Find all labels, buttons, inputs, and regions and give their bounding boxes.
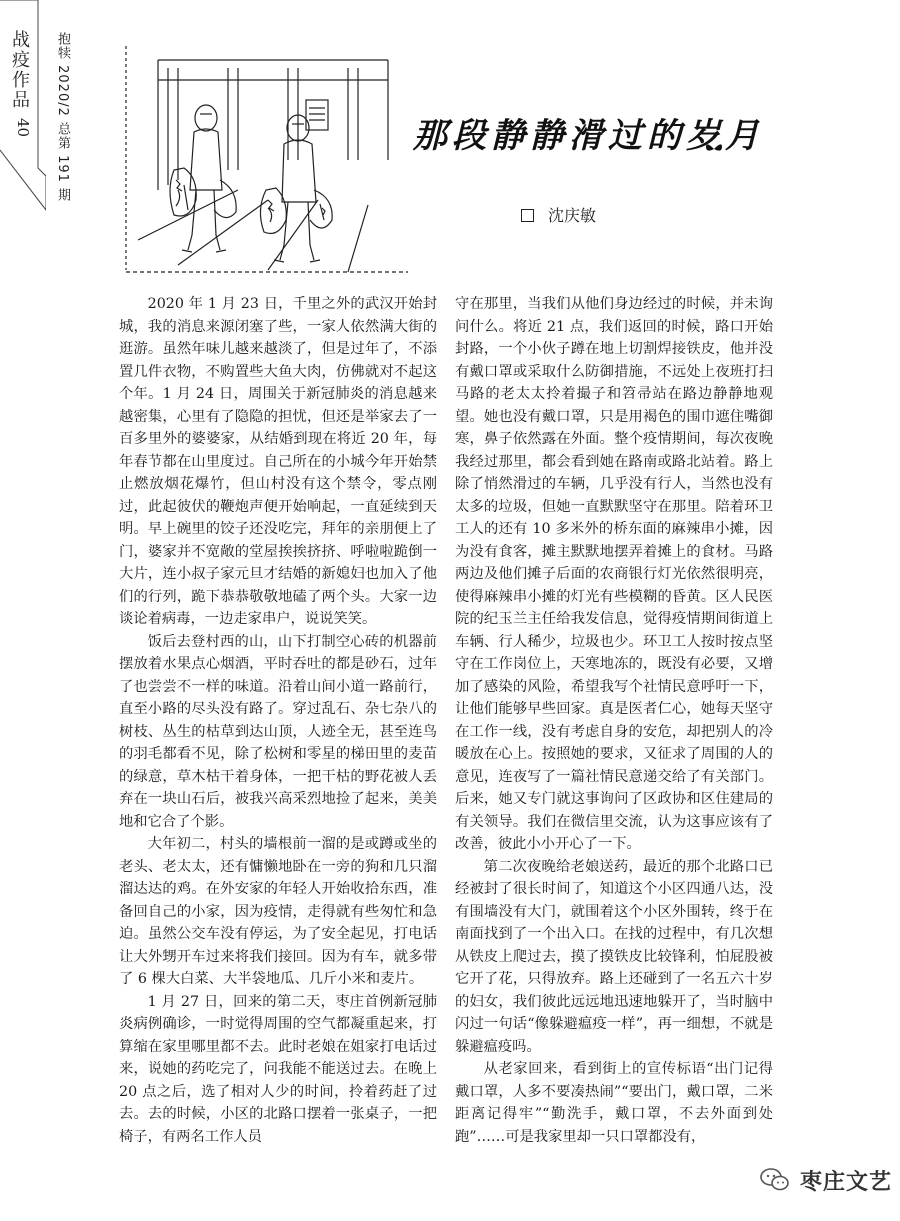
author-name: 沈庆敏 (548, 206, 597, 225)
paragraph: 1 月 27 日，回来的第二天，枣庄首例新冠肺炎病例确诊，一时觉得周围的空气都凝重起来，打算缩在家里哪里都不去。此时老娘在姐家打电话过来，说她的药吃完了，问我能不能送过去。在晚上 20 点之后，选了相对人少的时间，拎着药赶了过去。去的时候，小区的北路口摆着一张桌子，一把椅子，有两名工作人员 (119, 993, 437, 1145)
column-right (455, 293, 773, 1148)
issue-info: 抱犊 2020/2 总第 191 期 (55, 32, 70, 203)
paragraph: 守在那里，当我们从他们身边经过的时候，并未询问什么。将近 21 点，我们返回的时候，路口开始封路，一个小伙子蹲在地上切割焊接铁皮，他并没有戴口罩或采取什么防御措施，不远处上夜班打扫马路的老太太拎着撮子和笤帚站在路边静静地观望。她也没有戴口罩，只是用褐色的围巾遮住嘴御寒，鼻子依然露在外面。整个疫情期间，每次夜晚我经过那里，都会看到她在路南或路北站着。路上除了悄然滑过的车辆，几乎没有行人，当然也没有太多的垃圾，但她一直默默坚守在那里。陪着环卫工人的还有 10 多米外的桥东面的麻辣串小摊，因为没有食客，摊主默默地摆弄着摊上的食材。马路两边及他们摊子后面的农商银行灯光依然很明亮，使得麻辣串小摊的灯光有些模糊的昏黄。区人民医院的纪玉兰主任给我发信息，觉得疫情期间街道上车辆、行人稀少，垃圾也少。环卫工人按时按点坚守在工作岗位上，天寒地冻的，既没有必要，又增加了感染的风险，希望我写个社情民意呼吁一下，让他们能够早些回家。真是医者仁心，她每天坚守在工作一线，没有考虑自身的安危，却把别人的冷暖放在心上。按照她的要求，又征求了周围的人的意见，连夜写了一篇社情民意递交给了有关部门。后来，她又专门就这事询问了区政协和区住建局的有关领导。我们在微信里交流，认为这事应该有了改善，彼此小小开心了一下。 (455, 296, 773, 852)
author-line (521, 203, 596, 226)
paragraph: 第二次夜晚给老娘送药，最近的那个北路口已经被封了很长时间了，知道这个小区四通八达，没有围墙没有大门，就围着这个小区外围转，终于在南面找到了一个出入口。在找的过程中，有几次想从铁皮上爬过去，摸了摸铁皮比较锋利，怕屁股被它开了花，只得放弃。路上还碰到了一名五六十岁的妇女，我们彼此远远地迅速地躲开了，当时脑中闪过一句话“像躲避瘟疫一样”，再一细想，不就是躲避瘟疫吗。 (455, 858, 773, 1055)
page-number: 40 (14, 118, 32, 138)
article-title: 那段静静滑过的岁月 (413, 116, 764, 156)
butterfly-icon (704, 141, 724, 157)
square-icon (521, 209, 534, 222)
header-illustration (118, 40, 416, 275)
margin-tab (0, 0, 46, 215)
paragraph: 2020 年 1 月 23 日，千里之外的武汉开始封城，我的消息来源闭塞了些，一家人依然满大街的逛游。虽然年味儿越来越淡了，但是过年了，不添置几件衣物，不购置些大鱼大肉，仿佛就对不起这个年。1 月 24 日，周围关于新冠肺炎的消息越来越密集，心里有了隐隐的担忧，但还是举家去了一百多里外的婆婆家，从结婚到现在将近 20 年，每年春节都在山里度过。自己所在的小城今年开始禁止燃放烟花爆竹，但山村没有这个禁令，零点刚过，此起彼伏的鞭炮声便开始响起，一直延续到天明。早上碗里的饺子还没吃完，拜年的亲朋便上了门，婆家并不宽敞的堂屋挨挨挤挤、呼啦啦跪倒一大片，连小叔子家元旦才结婚的新媳妇也加入了他们的行列，跪下恭恭敬敬地磕了两个头。大家一边谈论着病毒，一边走家串户，说说笑笑。 (119, 296, 437, 627)
watermark-text: 枣庄文艺 (800, 1169, 893, 1195)
paragraph: 从老家回来，看到街上的宣传标语“出门记得戴口罩，人多不要凑热闹”“要出门，戴口罩，二米距离记得牢”“勤洗手，戴口罩，不去外面到处跑”……可是我家里却一只口罩都没有， (455, 1061, 773, 1145)
column-left (119, 293, 437, 1148)
paragraph: 大年初二，村头的墙根前一溜的是或蹲或坐的老头、老太太，还有慵懒地卧在一旁的狗和几只溜溜达达的鸡。在外安家的年轻人开始收拾东西，准备回自己的小家，因为疫情，走得就有些匆忙和急迫。虽然公交车没有停运，为了安全起见，打电话让大外甥开车过来将我们接回。因为有车，就多带了 6 棵大白菜、大半袋地瓜、几斤小米和麦片。 (119, 836, 437, 987)
section-label: 战疫作品 (9, 30, 30, 110)
paragraph: 饭后去登村西的山，山下打制空心砖的机器前摆放着水果点心烟酒，平时吞吐的都是砂石，过年了也尝尝不一样的味道。沿着山间小道一路前行，直至小路的尽头没有路了。穿过乱石、杂七杂八的树枝、丛生的枯草到达山顶，人迹全无，甚至连鸟的羽毛都看不见，除了松树和零星的梯田里的麦苗的绿意，草木枯干着身体，一把干枯的野花被人丢弃在一块山石后，被我兴高采烈地捡了起来，美美地和它合了个影。 (119, 633, 437, 830)
watermark (760, 1165, 892, 1195)
wechat-icon (760, 1167, 790, 1193)
